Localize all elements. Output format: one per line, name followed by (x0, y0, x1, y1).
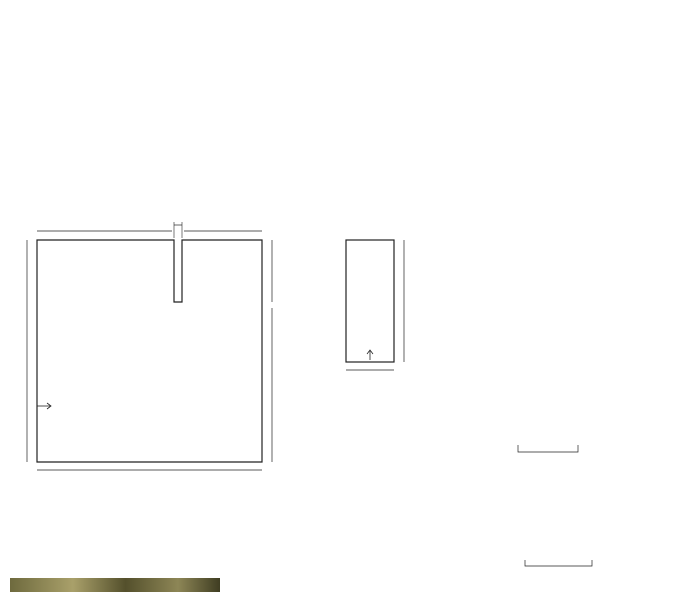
photo-strip (10, 578, 220, 592)
body-pattern-outline (37, 240, 262, 462)
sleeve-pattern-outline (346, 240, 394, 362)
